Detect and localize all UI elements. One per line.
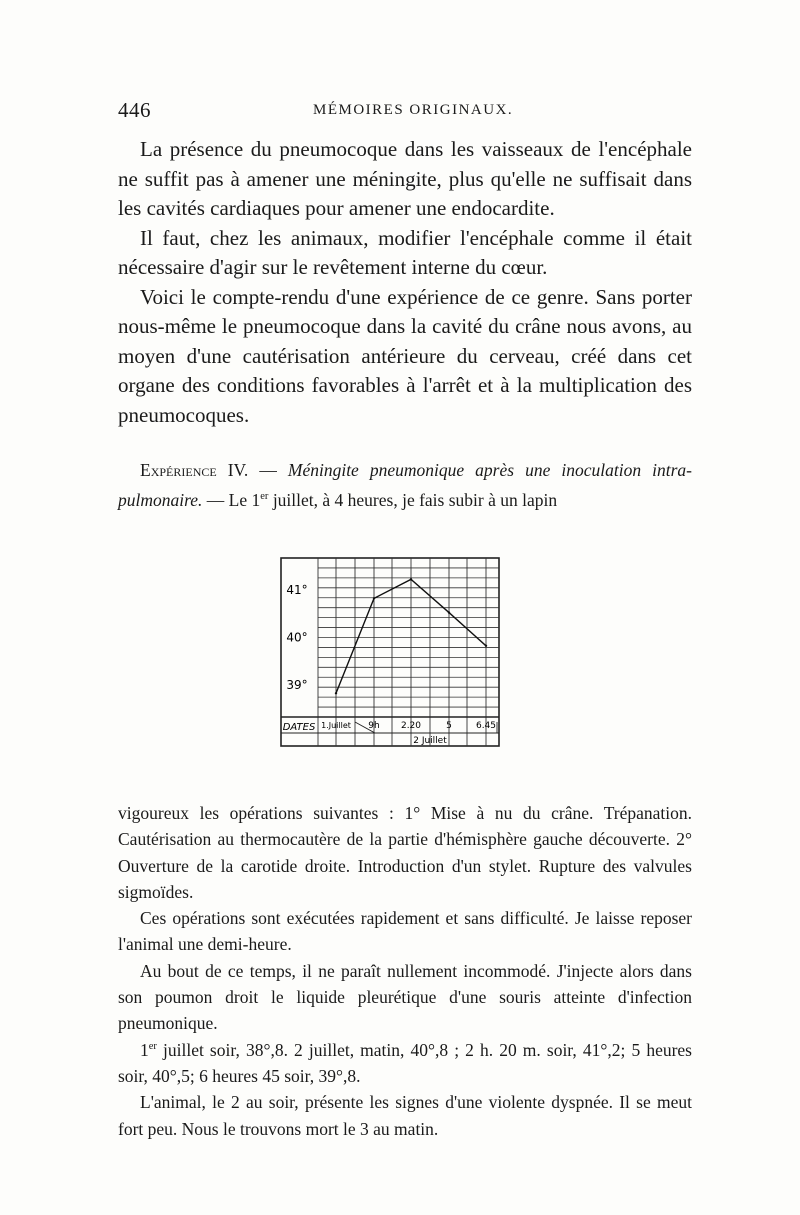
intro-section [118, 135, 692, 430]
x-tick-label: 1.Juillet [321, 721, 351, 730]
x-tick-label: 9h [368, 721, 380, 731]
temperature-point [485, 645, 487, 647]
paragraph-closing: L'animal, le 2 au soir, présente les signes d'une violente dyspnée. Il se meut fort peu. Nous le trouvons mort le 3 au matin. [118, 1092, 692, 1139]
paragraph-operations-executed: Ces opérations sont exécutées rapidement et sans difficulté. Je laisse reposer l'animal une demi-heure. [118, 908, 692, 955]
experiment-text-after: juillet, à 4 heures, je fais subir à un lapin [268, 490, 558, 510]
y-tick-label: 40° [286, 630, 308, 645]
y-tick-label: 41° [286, 582, 308, 597]
temperature-point [373, 597, 375, 599]
experiment-dash: — [248, 460, 288, 480]
x-tick-label: 2.20 [400, 721, 422, 731]
chart-frame [281, 558, 499, 746]
paragraph-injection: Au bout de ce temps, il ne paraît nullement incommodé. J'injecte alors dans son poumon droit le liquide pleurétique d'une souris atteinte d'infection pneumonique. [118, 960, 692, 1034]
temperature-point [448, 611, 450, 613]
page-number: 446 [118, 98, 151, 122]
temp-text: juillet soir, 38°,8. 2 juillet, matin, 40°,8 ; 2 h. 20 m. soir, 41°,2; 5 heures soir, 40°,5; 6 heures 45 soir, 39°,8. [118, 1039, 692, 1086]
dates-label: DATES [282, 722, 316, 733]
temperature-chart [275, 555, 505, 755]
x-group-label: 2 Juillet [413, 736, 447, 746]
experiment-sup: er [260, 491, 269, 503]
paragraph-experiment-account: Voici le compte-rendu d'une expérience de ce genre. Sans porter nous-même le pneumocoque dans la cavité du crâne nous avons, au moyen d'une cautérisation antérieure du cerveau, créé dans cet organe des conditions favorables à l'arrêt et à la multiplication des pneumocoques. [118, 284, 692, 427]
continuation-section [118, 800, 692, 1142]
temperature-point [335, 692, 337, 694]
paragraph-temperatures [118, 1037, 692, 1090]
experiment-title: Méningite pneumonique après une inoculation intra-pulmonaire. [118, 460, 692, 510]
y-tick-label: 39° [286, 677, 308, 692]
paragraph-modify-encephalon: Il faut, chez les animaux, modifier l'encéphale comme il était nécessaire d'agir sur le revêtement interne du cœur. [118, 225, 692, 279]
paragraph-operations: vigoureux les opérations suivantes : 1° Mise à nu du crâne. Trépanation. Cautérisation au thermocautère de la partie d'hémisphère gauche découverte. 2° Ouverture de la carotide droite. Introduction d'un stylet. Rupture des valvules sigmoïdes. [118, 803, 692, 902]
chart-grid [281, 558, 499, 746]
running-title: MÉMOIRES ORIGINAUX. [313, 102, 514, 118]
experiment-label: Expérience IV. [140, 460, 249, 480]
temp-sup: er [148, 1040, 157, 1052]
experiment-text-before: — Le 1 [202, 490, 261, 510]
paragraph-pneumococcus-presence: La présence du pneumocoque dans les vaisseaux de l'encéphale ne suffit pas à amener une méningite, plus qu'elle ne suffisait dans les cavités cardiaques pour amener une endocardite. [118, 137, 692, 220]
temperature-point [410, 578, 412, 580]
temperature-chart-svg [275, 555, 505, 755]
page-header [118, 98, 698, 128]
temp-first: 1 [140, 1039, 149, 1060]
x-tick-label: 5 [446, 721, 452, 731]
x-tick-label: 6.45 [475, 721, 497, 731]
experiment-heading [118, 455, 692, 515]
experiment-intro [118, 455, 692, 515]
